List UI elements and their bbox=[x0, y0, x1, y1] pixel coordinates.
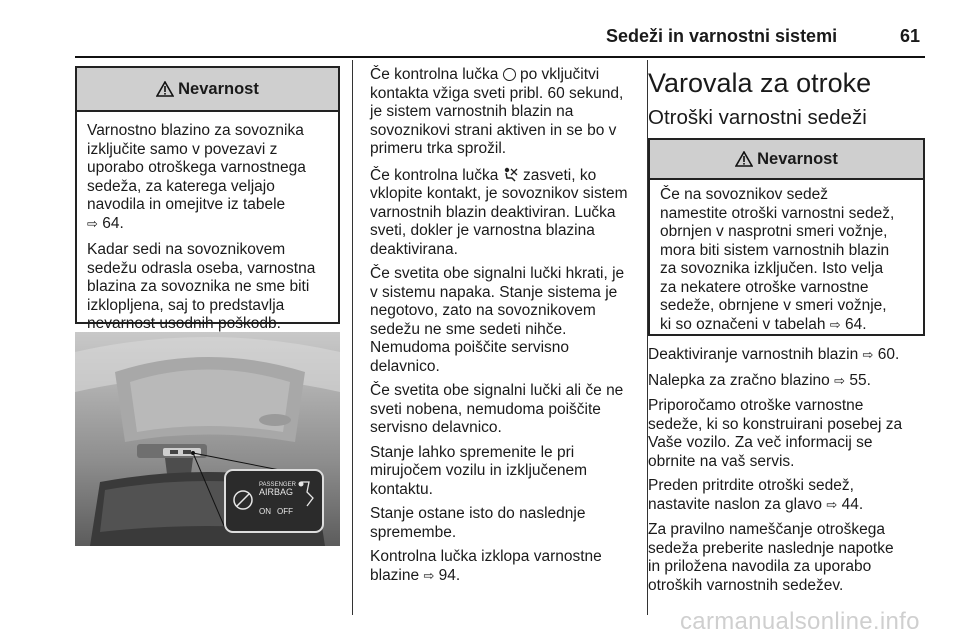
section-title: Sedeži in varnostni sistemi bbox=[606, 26, 838, 46]
text-line: Če kontrolna lučka bbox=[370, 166, 499, 184]
text-line: servisno delavnico. bbox=[370, 419, 502, 436]
text-line: Če svetita obe signalni lučki ali če ne bbox=[370, 382, 624, 399]
warning-triangle-icon bbox=[735, 151, 753, 167]
text-line: zasveti, ko bbox=[523, 166, 597, 184]
panel-label-off: OFF bbox=[277, 507, 293, 516]
text-line: vklopite kontakt, je sovoznikov sistem bbox=[370, 185, 628, 202]
page-ref[interactable]: 60. bbox=[877, 346, 900, 363]
page-ref[interactable]: 64. bbox=[102, 214, 124, 232]
text-line: otroških varnostnih sedežev. bbox=[648, 576, 844, 594]
text-line: Če kontrolna lučka bbox=[370, 66, 499, 83]
airbag-switch-photo bbox=[75, 332, 340, 546]
text-line: sedeža, za katerega veljajo bbox=[87, 177, 275, 195]
danger-header bbox=[650, 140, 923, 180]
panel-label-airbag: AIRBAG bbox=[259, 487, 294, 497]
header-rule bbox=[75, 56, 925, 58]
text-line: Stanje ostane isto do naslednje bbox=[370, 505, 586, 522]
text-line: je sistem varnostnih blazin na bbox=[370, 103, 574, 120]
text-line: Kadar sedi na sovoznikovem bbox=[87, 241, 286, 258]
text-line: primeru trka sprožil. bbox=[370, 140, 507, 157]
page-ref[interactable]: 55. bbox=[849, 371, 871, 389]
page-header bbox=[0, 0, 960, 56]
danger-paragraph bbox=[87, 241, 328, 334]
danger-box-right bbox=[648, 138, 925, 336]
text-line: nastavite naslon za glavo bbox=[648, 495, 823, 513]
paragraph bbox=[370, 444, 640, 500]
text-line: obrnjen v nasprotni smeri vožnje, bbox=[660, 223, 888, 240]
paragraph bbox=[648, 521, 928, 595]
page-ref-arrow-icon: ⇨ bbox=[826, 497, 838, 513]
danger-box-left bbox=[75, 66, 340, 332]
page-ref-arrow-icon: ⇨ bbox=[829, 317, 841, 333]
text-line: sovoznikovi strani aktiven in se bo v bbox=[370, 121, 617, 139]
column-divider-left bbox=[352, 60, 353, 615]
paragraph bbox=[370, 265, 640, 376]
watermark: carmanualsonline.info bbox=[680, 608, 920, 635]
text-line: negotovo, zato na sovoznikovem bbox=[370, 302, 596, 319]
page-ref-arrow-icon: ⇨ bbox=[862, 348, 874, 363]
airbag-on-indicator-icon bbox=[503, 68, 516, 81]
text-line: Vaše vozilo. Za več informacij se bbox=[648, 434, 873, 451]
page-ref[interactable]: 44. bbox=[841, 495, 864, 513]
text-line: blazine bbox=[370, 566, 420, 584]
danger-paragraph bbox=[87, 122, 328, 234]
paragraph bbox=[370, 548, 640, 586]
paragraph bbox=[648, 346, 928, 366]
danger-header bbox=[77, 68, 338, 112]
text-line: namestite otroški varnostni sedež, bbox=[660, 204, 895, 222]
text-line: sedeže, ki so konstruirani posebej za bbox=[648, 415, 903, 433]
text-line: in priložena navodila za uporabo bbox=[648, 558, 872, 575]
text-line: kontaktu. bbox=[370, 480, 433, 498]
panel-label-passenger: PASSENGER bbox=[259, 482, 296, 488]
text-line: Nalepka za zračno blazino bbox=[648, 371, 830, 389]
panel-label-on: ON bbox=[259, 507, 271, 516]
text-line: nevarnost usodnih poškodb. bbox=[87, 315, 281, 332]
text-line: sedežu odrasla oseba, varnostna bbox=[87, 259, 316, 277]
text-line: deaktivirana. bbox=[370, 240, 458, 258]
paragraph bbox=[648, 477, 928, 515]
paragraph bbox=[648, 372, 928, 392]
text-line: kontakta vžiga sveti pribl. 60 sekund, bbox=[370, 84, 624, 102]
paragraph bbox=[370, 382, 640, 438]
danger-body bbox=[650, 180, 923, 335]
paragraph bbox=[370, 505, 640, 542]
text-line: sedeža preberite naslednje napotke bbox=[648, 539, 894, 557]
text-line: uporabo otroškega varnostnega bbox=[87, 159, 306, 176]
paragraph bbox=[370, 66, 640, 159]
overhead-console-illustration bbox=[75, 332, 340, 546]
text-line: mirujočem vozilu in izključenem bbox=[370, 462, 588, 479]
text-line: Varnostno blazino za sovoznika bbox=[87, 122, 304, 139]
text-line: sedežu ne sme sedeti nihče. bbox=[370, 320, 567, 338]
danger-heading: Nevarnost bbox=[178, 79, 259, 98]
text-line: sveti nobena, nemudoma poiščite bbox=[370, 400, 601, 418]
page-ref[interactable]: 64. bbox=[844, 315, 867, 333]
page-ref-arrow-icon: ⇨ bbox=[87, 216, 98, 232]
danger-body bbox=[77, 112, 338, 334]
text-line: sveti, dokler je varnostna blazina bbox=[370, 222, 595, 239]
text-line: sedeže, obrnjene v smeri vožnje, bbox=[660, 297, 887, 314]
page-ref[interactable]: 94. bbox=[438, 566, 461, 584]
text-line: ki so označeni v tabelah bbox=[660, 315, 826, 333]
text-line: Za pravilno nameščanje otroškega bbox=[648, 521, 885, 538]
text-line: navodila in omejitve iz tabele bbox=[87, 196, 286, 213]
text-line: varnostnih blazin deaktiviran. Lučka bbox=[370, 203, 616, 221]
text-line: za nekatere otroške varnostne bbox=[660, 278, 869, 296]
text-line: mora biti sistem varnostnih blazin bbox=[660, 241, 890, 259]
text-line: obrnite na vaš servis. bbox=[648, 452, 795, 470]
danger-heading: Nevarnost bbox=[757, 149, 838, 168]
page-ref-arrow-icon: ⇨ bbox=[834, 373, 846, 389]
text-line: blazina za sovoznika ne sme biti bbox=[87, 278, 310, 295]
airbag-off-indicator-icon bbox=[503, 167, 519, 182]
text-line: izklopljena, saj to predstavlja bbox=[87, 296, 285, 314]
text-line: Kontrolna lučka izklopa varnostne bbox=[370, 548, 602, 565]
paragraph bbox=[648, 397, 928, 471]
right-column-body bbox=[648, 346, 928, 601]
text-line: Če svetita obe signalni lučki hkrati, je bbox=[370, 265, 625, 282]
text-line: v sistemu napaka. Stanje sistema je bbox=[370, 283, 618, 301]
paragraph bbox=[370, 165, 640, 260]
text-line: Če na sovoznikov sedež bbox=[660, 186, 829, 203]
text-line: po vključitvi bbox=[520, 66, 600, 83]
danger-paragraph bbox=[660, 186, 913, 335]
page-number: 61 bbox=[900, 26, 921, 46]
text-line: delavnico. bbox=[370, 357, 440, 375]
text-line: Stanje lahko spremenite le pri bbox=[370, 443, 575, 461]
text-line: izključite samo v povezavi z bbox=[87, 140, 278, 158]
text-line: Deaktiviranje varnostnih blazin bbox=[648, 346, 859, 363]
chapter-heading: Varovala za otroke bbox=[648, 68, 872, 98]
middle-column bbox=[370, 66, 640, 592]
text-line: za sovoznika izključen. Isto velja bbox=[660, 260, 884, 277]
page-ref-arrow-icon: ⇨ bbox=[423, 568, 435, 584]
text-line: Nemudoma poiščite servisno bbox=[370, 339, 570, 356]
text-line: Preden pritrdite otroški sedež, bbox=[648, 477, 854, 494]
warning-triangle-icon bbox=[156, 81, 174, 97]
text-line: Priporočamo otroške varnostne bbox=[648, 397, 864, 414]
section-heading: Otroški varnostni sedeži bbox=[648, 106, 867, 129]
text-line: spremembe. bbox=[370, 523, 457, 541]
